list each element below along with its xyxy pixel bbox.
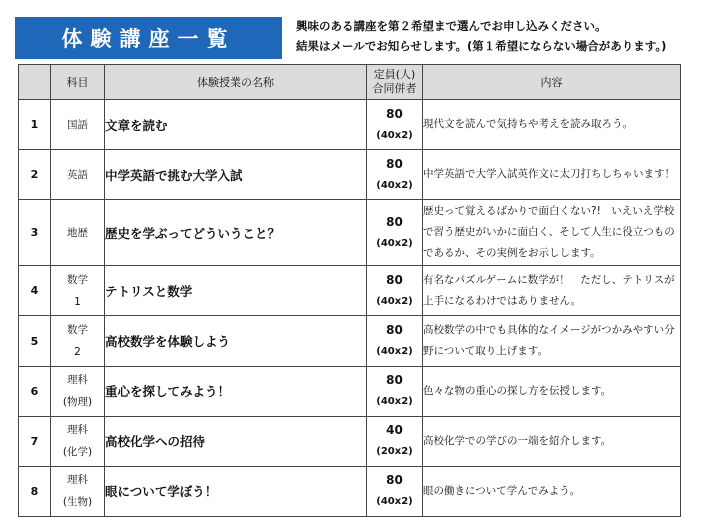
subject-label: 英語 (67, 168, 88, 181)
subject-label: 地歴 (67, 226, 88, 239)
capacity-value: 80 (386, 272, 403, 287)
row-number: 7 (19, 416, 51, 466)
row-number: 8 (19, 466, 51, 516)
subject-sub-label: 2 (74, 346, 81, 359)
table-row (19, 100, 681, 150)
header-course-name: 体験授業の名称 (105, 65, 367, 100)
header-capacity-line-2: 合同併者 (372, 82, 417, 95)
capacity-split: (40x2) (376, 496, 413, 508)
row-subject (51, 466, 105, 516)
row-number: 2 (19, 150, 51, 200)
subject-sub-label: (物理) (62, 396, 93, 409)
row-capacity (367, 316, 423, 366)
row-course-name: 眼について学ぼう！ (105, 466, 367, 516)
capacity-value: 80 (386, 373, 403, 388)
row-description: 高校数学の中でも具体的なイメージがつかみやすい分野について取り上げます。 (423, 316, 681, 366)
subject-label: 理科 (67, 474, 88, 487)
row-course-name: 歴史を学ぶってどういうこと？ (105, 200, 367, 266)
note-line-1: 興味のある講座を第２希望まで選んでお申し込みください。 (296, 19, 607, 33)
capacity-value: 80 (386, 473, 403, 488)
row-capacity (367, 416, 423, 466)
table-row (19, 200, 681, 266)
row-subject (51, 366, 105, 416)
row-subject (51, 200, 105, 266)
row-course-name: 重心を探してみよう！ (105, 366, 367, 416)
capacity-split: (40x2) (376, 237, 413, 249)
table-header-row (19, 65, 681, 100)
capacity-value: 40 (386, 423, 403, 438)
row-subject (51, 150, 105, 200)
capacity-split: (20x2) (376, 446, 413, 458)
row-course-name: 高校数学を体験しよう (105, 316, 367, 366)
row-description: 有名なパズルゲームに数学が！ ただし、テトリスが上手になるわけではありません。 (423, 266, 681, 316)
subject-sub-label: (生物) (62, 496, 93, 509)
row-description: 色々な物の重心の探し方を伝授します。 (423, 366, 681, 416)
subject-label: 数学 (67, 324, 88, 337)
capacity-value: 80 (386, 214, 403, 229)
row-course-name: 高校化学への招待 (105, 416, 367, 466)
row-capacity (367, 150, 423, 200)
application-note (296, 16, 666, 56)
course-table (18, 64, 681, 517)
subject-label: 理科 (67, 424, 88, 437)
row-number: 4 (19, 266, 51, 316)
header-capacity (367, 65, 423, 100)
row-number: 5 (19, 316, 51, 366)
header-subject: 科目 (51, 65, 105, 100)
row-course-name: 文章を読む (105, 100, 367, 150)
row-description: 現代文を読んで気持ちや考えを読み取ろう。 (423, 100, 681, 150)
row-description: 眼の働きについて学んでみよう。 (423, 466, 681, 516)
row-description: 中学英語で大学入試英作文に太刀打ちしちゃいます！ (423, 150, 681, 200)
row-subject (51, 266, 105, 316)
row-course-name: テトリスと数学 (105, 266, 367, 316)
row-number: 3 (19, 200, 51, 266)
capacity-value: 80 (386, 323, 403, 338)
capacity-split: (40x2) (376, 295, 413, 307)
row-capacity (367, 100, 423, 150)
row-number: 6 (19, 366, 51, 416)
capacity-value: 80 (386, 156, 403, 171)
capacity-split: (40x2) (376, 129, 413, 141)
row-subject (51, 100, 105, 150)
row-capacity (367, 366, 423, 416)
capacity-split: (40x2) (376, 346, 413, 358)
row-subject (51, 416, 105, 466)
table-row (19, 366, 681, 416)
table-row (19, 466, 681, 516)
capacity-split: (40x2) (376, 179, 413, 191)
table-row (19, 150, 681, 200)
note-line-2: 結果はメールでお知らせします。(第１希望にならない場合があります。) (296, 39, 667, 53)
subject-label: 数学 (67, 273, 88, 286)
capacity-split: (40x2) (376, 396, 413, 408)
row-capacity (367, 466, 423, 516)
header-capacity-line-1: 定員(人) (373, 68, 416, 81)
subject-sub-label: (化学) (62, 446, 93, 459)
table-row (19, 416, 681, 466)
table-row (19, 266, 681, 316)
header-number (19, 65, 51, 100)
page-title: 体験講座一覧 (15, 17, 282, 59)
subject-label: 国語 (67, 118, 88, 131)
row-capacity (367, 200, 423, 266)
row-capacity (367, 266, 423, 316)
row-course-name: 中学英語で挑む大学入試 (105, 150, 367, 200)
row-number: 1 (19, 100, 51, 150)
table-row (19, 316, 681, 366)
subject-label: 理科 (67, 374, 88, 387)
row-description: 高校化学での学びの一端を紹介します。 (423, 416, 681, 466)
capacity-value: 80 (386, 106, 403, 121)
row-subject (51, 316, 105, 366)
header-content: 内容 (423, 65, 681, 100)
row-description: 歴史って覚えるばかりで面白くない?! いえいえ学校で習う歴史がいかに面白く、そして人生に役立つものであるか、その実例をお示しします。 (423, 200, 681, 266)
subject-sub-label: 1 (74, 295, 81, 308)
